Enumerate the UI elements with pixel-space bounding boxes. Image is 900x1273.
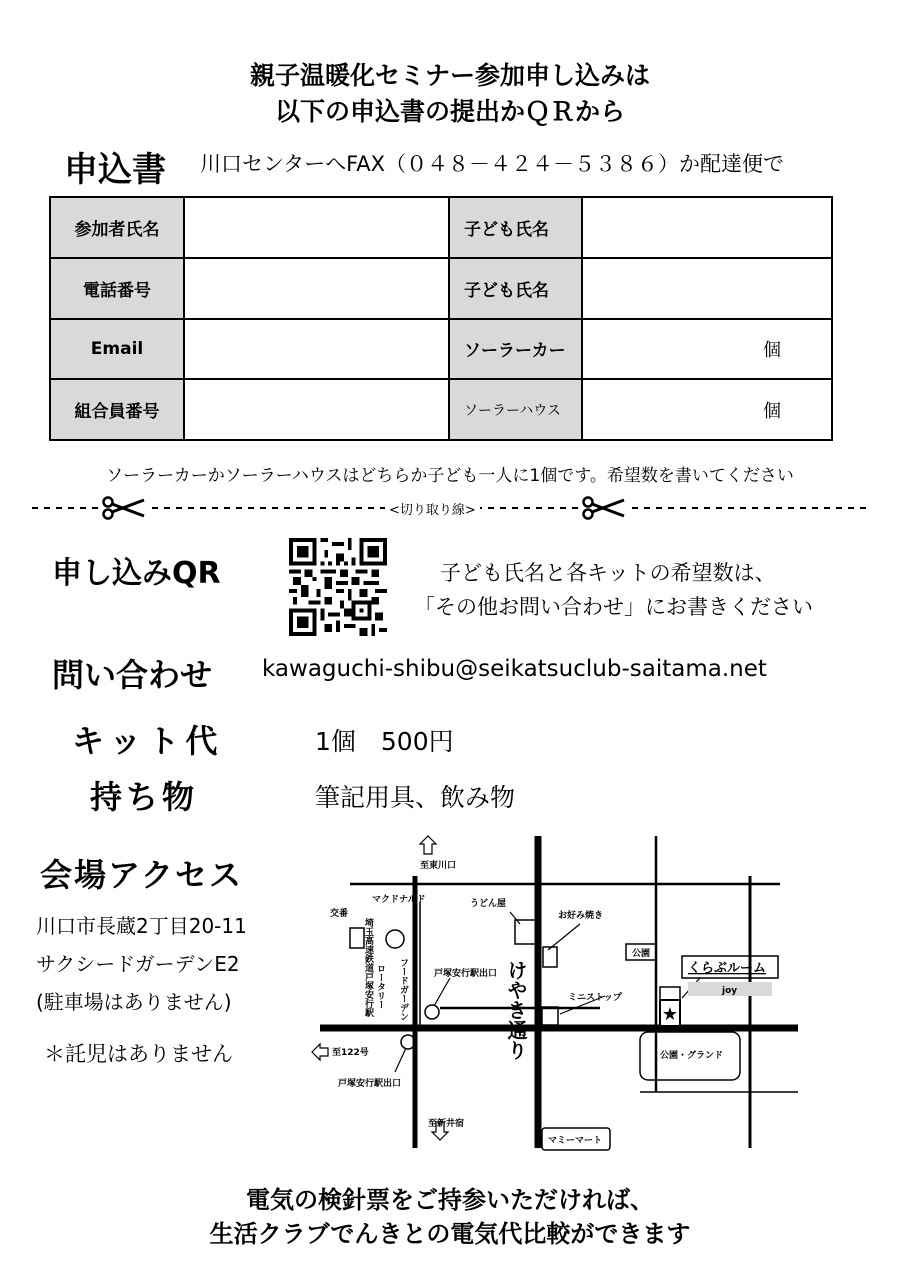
form-row <box>50 197 832 258</box>
venue-address-line1: 川口市長蔵2丁目20-11 <box>36 914 247 938</box>
label-child-name: 子ども氏名 <box>449 197 582 258</box>
form-row <box>50 258 832 319</box>
bottom-message-line1: 電気の検針票をご持参いただければ、 <box>246 1186 654 1214</box>
map-label-park-ground: 公園・グランド <box>660 1051 724 1061</box>
qr-instruction-line2: 「その他お問い合わせ」にお書きください <box>414 595 813 619</box>
kit-fee-value: 1個 500円 <box>315 727 454 756</box>
page-title-line2: 以下の申込書の提出かＱＲから <box>274 97 625 126</box>
form-row <box>50 379 832 440</box>
solar-house-count-field[interactable]: 個 <box>582 379 832 440</box>
map-label-club-room: くらぶルーム <box>688 961 767 976</box>
map-label-mcdonalds: マクドナルド <box>372 895 426 905</box>
venue-address-line2: サクシードガーデンE2 <box>36 952 240 976</box>
venue-star-icon: ★ <box>661 1004 679 1025</box>
application-form-table <box>49 196 833 441</box>
map-label-shinkoshigaya: 至新井宿 <box>428 1119 465 1129</box>
map-label-rotary: ロータリー <box>375 964 385 1009</box>
label-child-name: 子ども氏名 <box>449 258 582 319</box>
kit-fee-heading: キット代 <box>72 722 224 760</box>
arrow-up-icon <box>420 836 436 854</box>
map-label-route122: 至122号 <box>332 1048 369 1058</box>
page-title-line1: 親子温暖化セミナー参加申し込みは <box>249 61 650 90</box>
form-subheading: 川口センターへFAX（０４８－４２４－５３８６）か配達便で <box>200 152 785 176</box>
map-label-food-garden: フードガーデン <box>398 958 408 1021</box>
contact-email-link[interactable]: kawaguchi-shibu@seikatsuclub-saitama.net <box>262 656 767 682</box>
map-label-okonomiyaki: お好み焼き <box>558 911 604 921</box>
items-value: 筆記用具、飲み物 <box>315 783 516 812</box>
label-phone: 電話番号 <box>50 258 184 319</box>
qr-instruction-line1: 子ども氏名と各キットの希望数は、 <box>440 561 776 585</box>
form-note: ソーラーカーかソーラーハウスはどちらか子ども一人に1個です。希望数を書いてください <box>106 466 794 486</box>
venue-parking-note: (駐車場はありません) <box>36 990 232 1014</box>
label-participant-name: 参加者氏名 <box>50 197 184 258</box>
solar-car-count-field[interactable]: 個 <box>582 319 832 380</box>
label-solar-car: ソーラーカー <box>449 319 582 380</box>
label-email: Email <box>50 319 184 380</box>
map-label-keyaki-street: けやき通り <box>504 960 528 1060</box>
participant-name-field[interactable] <box>184 197 449 258</box>
form-heading: 申込書 <box>64 150 166 190</box>
venue-map <box>310 832 800 1154</box>
map-label-mini-stop: ミニストップ <box>568 993 622 1003</box>
child-name-field-2[interactable] <box>582 258 832 319</box>
map-label-udon: うどん屋 <box>470 899 507 909</box>
bottom-message-line2: 生活クラブでんきとの電気代比較ができます <box>209 1220 691 1248</box>
map-label-joy: joy <box>722 986 738 996</box>
child-name-field-1[interactable] <box>582 197 832 258</box>
map-label-saitama-railway: 埼玉高速鉄道戸塚安行駅 <box>363 918 373 1017</box>
map-label-park: 公園 <box>632 949 651 959</box>
email-field[interactable] <box>184 319 449 380</box>
items-heading: 持ち物 <box>90 778 199 816</box>
contact-heading: 問い合わせ <box>52 656 213 694</box>
scissors-icon <box>98 496 150 520</box>
map-label-station-exit-2: 戸塚安行駅出口 <box>338 1079 402 1089</box>
cut-line-label: <切り取り線> <box>385 499 480 518</box>
phone-field[interactable] <box>184 258 449 319</box>
arrow-left-icon <box>312 1044 328 1060</box>
map-label-station-exit-1: 戸塚安行駅出口 <box>434 969 498 979</box>
label-member-number: 組合員番号 <box>50 379 184 440</box>
qr-code-icon[interactable] <box>289 538 387 636</box>
map-label-higashikawaguchi: 至東川口 <box>420 861 457 871</box>
member-number-field[interactable] <box>184 379 449 440</box>
childcare-note: ＊託児はありません <box>44 1042 233 1066</box>
map-label-koban: 交番 <box>330 909 349 919</box>
form-row <box>50 319 832 380</box>
label-solar-house: ソーラーハウス <box>449 379 582 440</box>
venue-heading: 会場アクセス <box>40 856 244 894</box>
scissors-icon <box>578 496 630 520</box>
map-label-mamy-mart: マミーマート <box>548 1136 603 1146</box>
qr-heading: 申し込みQR <box>52 556 221 591</box>
